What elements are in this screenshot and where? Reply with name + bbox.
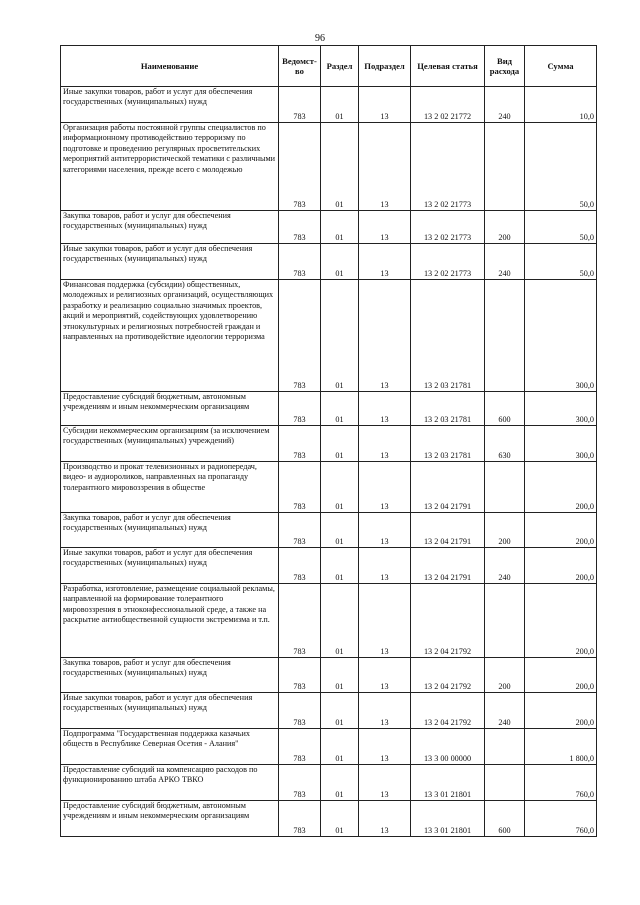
row-section-cell: 01: [321, 548, 359, 584]
row-sum-cell: 760,0: [525, 765, 597, 801]
row-dept-cell: 783: [279, 801, 321, 837]
row-dept-cell: 783: [279, 392, 321, 426]
row-subsection-cell: 13: [359, 801, 411, 837]
row-section-cell: 01: [321, 123, 359, 211]
row-exp-type-cell: 240: [485, 244, 525, 280]
row-target-cell: 13 2 02 21773: [411, 244, 485, 280]
header-subsection: Подраздел: [359, 46, 411, 87]
row-name-cell: Предоставление субсидий бюджетным, автономным учреждениям и иным некоммерческим организациям: [61, 801, 279, 837]
row-sum-cell: 50,0: [525, 123, 597, 211]
header-target: Целевая статья: [411, 46, 485, 87]
row-sum-cell: 1 800,0: [525, 729, 597, 765]
row-sum-cell: 300,0: [525, 392, 597, 426]
row-exp-type-cell: 200: [485, 211, 525, 244]
page-number: 96: [315, 33, 325, 44]
row-subsection-cell: 13: [359, 729, 411, 765]
row-sum-cell: 200,0: [525, 513, 597, 548]
row-dept-cell: 783: [279, 280, 321, 392]
row-name-cell: Иные закупки товаров, работ и услуг для обеспечения государственных (муниципальных) нужд: [61, 244, 279, 280]
row-target-cell: 13 2 04 21791: [411, 548, 485, 584]
row-subsection-cell: 13: [359, 513, 411, 548]
row-section-cell: 01: [321, 513, 359, 548]
row-target-cell: 13 2 04 21791: [411, 513, 485, 548]
header-exp-type: Вид расхода: [485, 46, 525, 87]
row-section-cell: 01: [321, 211, 359, 244]
table-row: [61, 280, 597, 392]
row-dept-cell: 783: [279, 765, 321, 801]
table-header-row: [61, 46, 597, 87]
row-section-cell: 01: [321, 658, 359, 693]
row-section-cell: 01: [321, 426, 359, 462]
row-name-cell: Разработка, изготовление, размещение социальной рекламы, направленной на формирование толерантного мировоззрения в этноконфессиональной среде, а также на раскрытие антиобщественной сущности экстремизма и т.п.: [61, 584, 279, 658]
row-sum-cell: 300,0: [525, 426, 597, 462]
row-section-cell: 01: [321, 693, 359, 729]
row-exp-type-cell: [485, 584, 525, 658]
row-subsection-cell: 13: [359, 280, 411, 392]
header-sum: Сумма: [525, 46, 597, 87]
row-subsection-cell: 13: [359, 392, 411, 426]
row-subsection-cell: 13: [359, 426, 411, 462]
row-name-cell: Иные закупки товаров, работ и услуг для обеспечения государственных (муниципальных) нужд: [61, 87, 279, 123]
table-row: [61, 87, 597, 123]
table-row: [61, 765, 597, 801]
row-section-cell: 01: [321, 244, 359, 280]
row-subsection-cell: 13: [359, 244, 411, 280]
row-subsection-cell: 13: [359, 584, 411, 658]
row-subsection-cell: 13: [359, 548, 411, 584]
row-sum-cell: 200,0: [525, 584, 597, 658]
row-sum-cell: 50,0: [525, 244, 597, 280]
row-name-cell: Производство и прокат телевизионных и радиопередач, видео- и аудиороликов, направленных на пропаганду толерантного мировоззрения в обществе: [61, 462, 279, 513]
row-section-cell: 01: [321, 462, 359, 513]
header-name: Наименование: [61, 46, 279, 87]
budget-table: [60, 45, 597, 837]
row-exp-type-cell: [485, 123, 525, 211]
row-sum-cell: 200,0: [525, 548, 597, 584]
row-target-cell: 13 2 04 21792: [411, 584, 485, 658]
row-exp-type-cell: [485, 280, 525, 392]
table-body: [61, 87, 597, 837]
row-section-cell: 01: [321, 729, 359, 765]
row-sum-cell: 300,0: [525, 280, 597, 392]
row-target-cell: 13 3 01 21801: [411, 801, 485, 837]
row-exp-type-cell: [485, 462, 525, 513]
header-section: Раздел: [321, 46, 359, 87]
table-row: [61, 211, 597, 244]
row-name-cell: Закупка товаров, работ и услуг для обеспечения государственных (муниципальных) нужд: [61, 513, 279, 548]
row-exp-type-cell: [485, 765, 525, 801]
row-sum-cell: 200,0: [525, 693, 597, 729]
row-sum-cell: 200,0: [525, 462, 597, 513]
row-target-cell: 13 3 01 21801: [411, 765, 485, 801]
row-target-cell: 13 3 00 00000: [411, 729, 485, 765]
row-name-cell: Предоставление субсидий на компенсацию расходов по функционированию штаба АРКО ТВКО: [61, 765, 279, 801]
row-section-cell: 01: [321, 280, 359, 392]
table-row: [61, 392, 597, 426]
row-dept-cell: 783: [279, 513, 321, 548]
table-row: [61, 513, 597, 548]
row-exp-type-cell: [485, 729, 525, 765]
row-target-cell: 13 2 02 21772: [411, 87, 485, 123]
row-name-cell: Иные закупки товаров, работ и услуг для обеспечения государственных (муниципальных) нужд: [61, 693, 279, 729]
row-exp-type-cell: 200: [485, 658, 525, 693]
table-row: [61, 801, 597, 837]
table-row: [61, 123, 597, 211]
row-dept-cell: 783: [279, 462, 321, 513]
table-row: [61, 462, 597, 513]
row-sum-cell: 50,0: [525, 211, 597, 244]
row-name-cell: Финансовая поддержка (субсидии) общественных, молодежных и религиозных организаций, осуществляющих разработку и реализацию социально значимых проектов, акций и мероприятий, содействующих удовлетворению этнокультурных и религиозных потребностей граждан и направленных на противодействие идеологии терроризма: [61, 280, 279, 392]
row-exp-type-cell: 600: [485, 392, 525, 426]
row-section-cell: 01: [321, 801, 359, 837]
row-dept-cell: 783: [279, 123, 321, 211]
row-target-cell: 13 2 04 21792: [411, 658, 485, 693]
row-subsection-cell: 13: [359, 658, 411, 693]
row-name-cell: Закупка товаров, работ и услуг для обеспечения государственных (муниципальных) нужд: [61, 658, 279, 693]
row-subsection-cell: 13: [359, 211, 411, 244]
row-subsection-cell: 13: [359, 765, 411, 801]
row-dept-cell: 783: [279, 584, 321, 658]
table-row: [61, 244, 597, 280]
table-row: [61, 584, 597, 658]
row-name-cell: Предоставление субсидий бюджетным, автономным учреждениям и иным некоммерческим организациям: [61, 392, 279, 426]
row-name-cell: Подпрограмма "Государственная поддержка казачьих обществ в Республике Северная Осетия - Алания": [61, 729, 279, 765]
table-row: [61, 548, 597, 584]
row-subsection-cell: 13: [359, 87, 411, 123]
row-exp-type-cell: 630: [485, 426, 525, 462]
table-row: [61, 426, 597, 462]
row-dept-cell: 783: [279, 244, 321, 280]
table-row: [61, 693, 597, 729]
row-dept-cell: 783: [279, 426, 321, 462]
row-section-cell: 01: [321, 584, 359, 658]
row-section-cell: 01: [321, 765, 359, 801]
row-name-cell: Закупка товаров, работ и услуг для обеспечения государственных (муниципальных) нужд: [61, 211, 279, 244]
row-dept-cell: 783: [279, 729, 321, 765]
row-sum-cell: 10,0: [525, 87, 597, 123]
row-dept-cell: 783: [279, 211, 321, 244]
row-exp-type-cell: 600: [485, 801, 525, 837]
table-row: [61, 729, 597, 765]
row-exp-type-cell: 240: [485, 693, 525, 729]
row-target-cell: 13 2 04 21791: [411, 462, 485, 513]
row-sum-cell: 760,0: [525, 801, 597, 837]
row-name-cell: Субсидии некоммерческим организациям (за исключением государственных (муниципальных) учреждений): [61, 426, 279, 462]
row-dept-cell: 783: [279, 693, 321, 729]
row-exp-type-cell: 200: [485, 513, 525, 548]
row-exp-type-cell: 240: [485, 548, 525, 584]
row-name-cell: Иные закупки товаров, работ и услуг для обеспечения государственных (муниципальных) нужд: [61, 548, 279, 584]
row-subsection-cell: 13: [359, 693, 411, 729]
row-dept-cell: 783: [279, 658, 321, 693]
row-subsection-cell: 13: [359, 462, 411, 513]
row-target-cell: 13 2 02 21773: [411, 123, 485, 211]
row-dept-cell: 783: [279, 548, 321, 584]
row-section-cell: 01: [321, 392, 359, 426]
table-row: [61, 658, 597, 693]
row-name-cell: Организация работы постоянной группы специалистов по информационному противодействию терроризму по подготовке и проведению регулярных просветительских мероприятий антитеррористической тематики с различными категориями населения, прежде всего с молодежью: [61, 123, 279, 211]
row-subsection-cell: 13: [359, 123, 411, 211]
row-exp-type-cell: 240: [485, 87, 525, 123]
row-dept-cell: 783: [279, 87, 321, 123]
row-sum-cell: 200,0: [525, 658, 597, 693]
header-dept: Ведомст-во: [279, 46, 321, 87]
row-target-cell: 13 2 04 21792: [411, 693, 485, 729]
row-target-cell: 13 2 02 21773: [411, 211, 485, 244]
row-target-cell: 13 2 03 21781: [411, 280, 485, 392]
row-section-cell: 01: [321, 87, 359, 123]
row-target-cell: 13 2 03 21781: [411, 392, 485, 426]
row-target-cell: 13 2 03 21781: [411, 426, 485, 462]
